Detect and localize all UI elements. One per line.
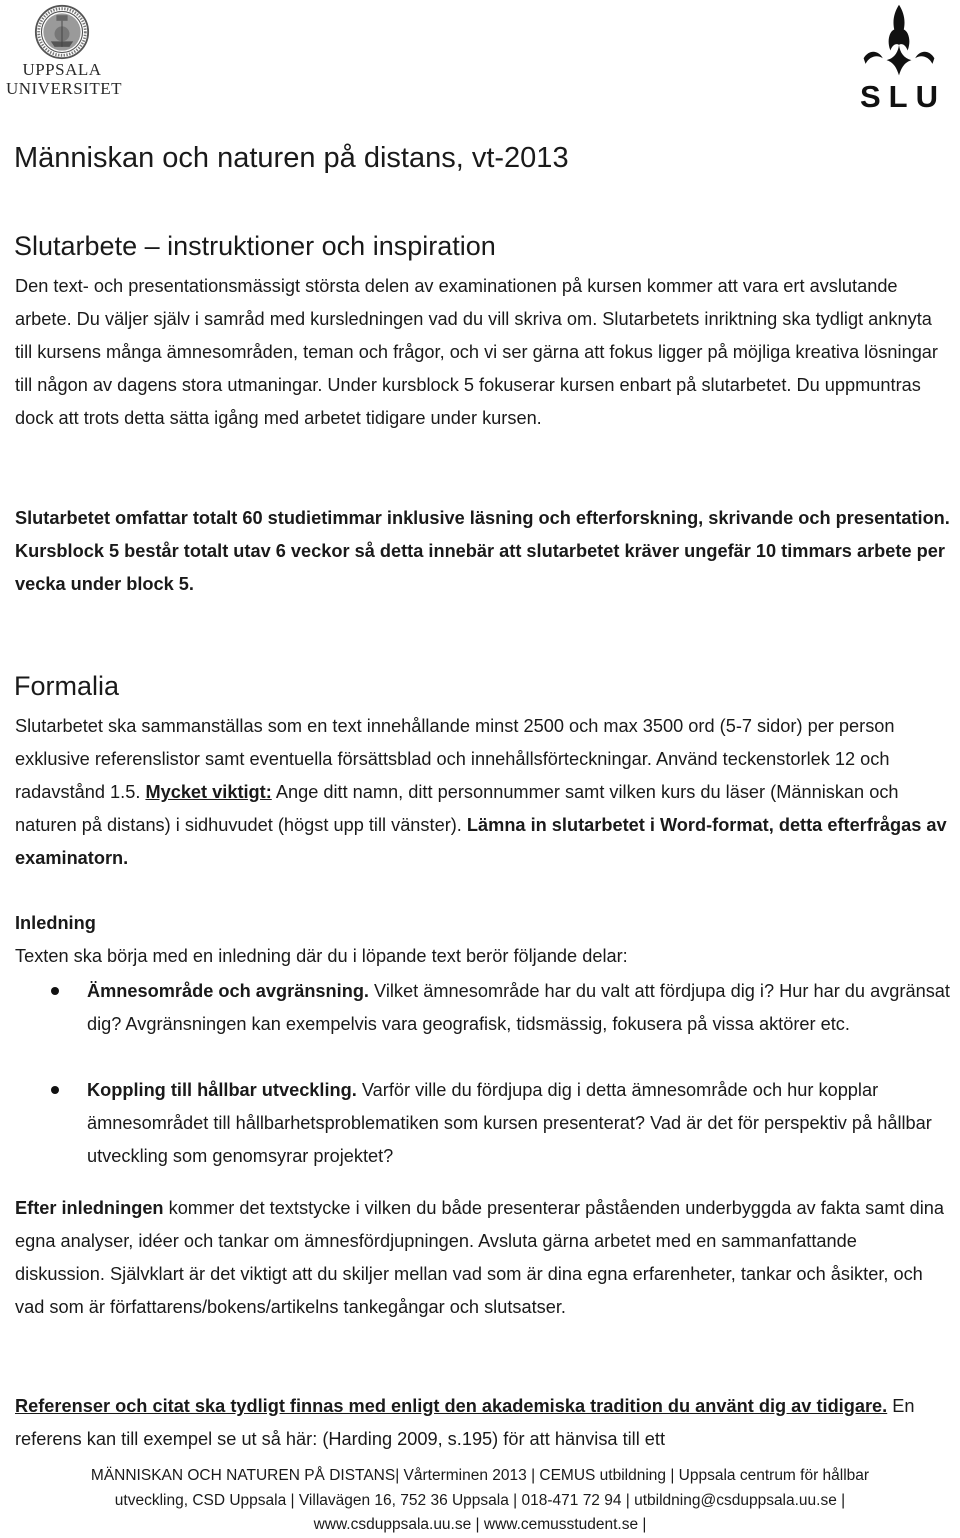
- university-seal-icon: [34, 4, 90, 60]
- bullet-bold-lead: Ämnesområde och avgränsning.: [87, 981, 369, 1001]
- document-title: Människan och naturen på distans, vt-2013: [14, 142, 569, 174]
- paragraph-efter-inledningen: [15, 1192, 950, 1324]
- slu-emblem-icon: [856, 2, 942, 80]
- uppsala-universitet-logo: [6, 4, 122, 98]
- paragraph-referenser: [15, 1390, 950, 1456]
- bullet-text: Vilket ämnesområde har du valt att fördjupa dig i? Hur har du avgränsat dig? Avgränsningen kan exempelvis vara geografisk, tidsmässig, fokusera på vissa aktörer etc.: [87, 981, 950, 1034]
- paragraph-formalia: [15, 710, 950, 875]
- bullet-icon: [51, 1086, 59, 1094]
- uu-wordmark-line2: UNIVERSITET: [6, 79, 122, 98]
- slu-wordmark: SLU: [860, 79, 946, 114]
- page-footer: [0, 1464, 960, 1538]
- paragraph-inledning-intro: Texten ska börja med en inledning där du i löpande text berör följande delar:: [15, 946, 628, 966]
- uu-wordmark-line1: UPPSALA: [22, 60, 102, 79]
- footer-line-3: www.csduppsala.uu.se | www.cemusstudent.se |: [313, 1516, 647, 1533]
- hours-bold-text: Slutarbetet omfattar totalt 60 studietimmar inklusive läsning och efterforskning, skrivande och presentation. Kursblock 5 består totalt utav 6 veckor så detta innebär att slutarbetet kräver ungefär 10 timmars arbete per vecka under block 5.: [15, 508, 950, 594]
- very-important-label: Mycket viktigt:: [145, 782, 272, 802]
- paragraph-slutarbete-intro: Den text- och presentationsmässigt största delen av examinationen på kursen kommer att vara ert avslutande arbete. Du väljer själv i samråd med kursledningen vad du vill skriva om. Slutarbetets inriktning ska tydligt anknyta till kursens många ämnesområden, teman och frågor, och vi ser gärna att fokus ligger på möjliga kreativa lösningar till någon av dagens stora utmaningar. Under kursblock 5 fokuserar kursen enbart på slutarbetet. Du uppmuntras dock att trots detta sätta igång med arbetet tidigare under kursen.: [15, 276, 938, 428]
- paragraph-slutarbete-hours: [15, 502, 950, 601]
- section-heading-inledning: [15, 907, 950, 940]
- formalia-text-2: Ange ditt namn, ditt personnummer samt vilken kurs du läser (Människan och naturen på distans) i sidhuvudet (högst upp till vänster).: [15, 782, 899, 835]
- referenser-text: En referens kan till exempel se ut så här: (Harding 2009, s.195) för att hänvisa till ett: [15, 1396, 915, 1449]
- bullet-icon: [51, 987, 59, 995]
- section-heading-slutarbete: Slutarbete – instruktioner och inspiration: [14, 231, 496, 261]
- efter-text: kommer det textstycke i vilken du både presenterar påståenden underbyggda av fakta samt dina egna analyser, idéer och tankar om ämnesfördjupningen. Avsluta gärna arbetet med en sammanfattande diskussion. Självklart är det viktigt att du skiljer mellan vad som är dina egna erfarenheter, tankar och åsikter, och vad som är författarens/bokens/artikelns tankegångar och slutsatser.: [15, 1198, 945, 1317]
- section-heading-formalia: Formalia: [14, 671, 120, 701]
- bullet-bold-lead: Koppling till hållbar utveckling.: [87, 1080, 357, 1100]
- referenser-bold-underlined: Referenser och citat ska tydligt finnas med enligt den akademiska tradition du använt dig av tidigare.: [15, 1396, 888, 1416]
- efter-bold-lead: Efter inledningen: [15, 1198, 164, 1218]
- bullet-text: Varför ville du fördjupa dig i detta ämnesområde och hur kopplar ämnesområdet till hållbarhetsproblematiken som kursen presenterat? Vad är det för perspektiv på hållbar utveckling som genomsyrar projektet?: [87, 1080, 932, 1166]
- slu-logo: [852, 2, 946, 112]
- list-item: [15, 1074, 950, 1173]
- footer-line-1: MÄNNISKAN OCH NATUREN PÅ DISTANS| Vårterminen 2013 | CEMUS utbildning | Uppsala centrum för hållbar: [90, 1467, 870, 1484]
- inledning-heading-text: Inledning: [15, 913, 96, 933]
- formalia-text-1: Slutarbetet ska sammanställas som en text innehållande minst 2500 och max 3500 ord (5-7 sidor) per person exklusive referenslistor samt eventuella försättsblad och innehållsförteckningar. Använd teckenstorlek 12 och radavstånd 1.5.: [15, 716, 895, 802]
- word-format-note: Lämna in slutarbetet i Word-format, detta efterfrågas av examinatorn.: [15, 815, 947, 868]
- list-item: [15, 975, 950, 1041]
- footer-line-2: utveckling, CSD Uppsala | Villavägen 16, 752 36 Uppsala | 018-471 72 94 | utbildning@csduppsala.uu.se |: [114, 1491, 846, 1509]
